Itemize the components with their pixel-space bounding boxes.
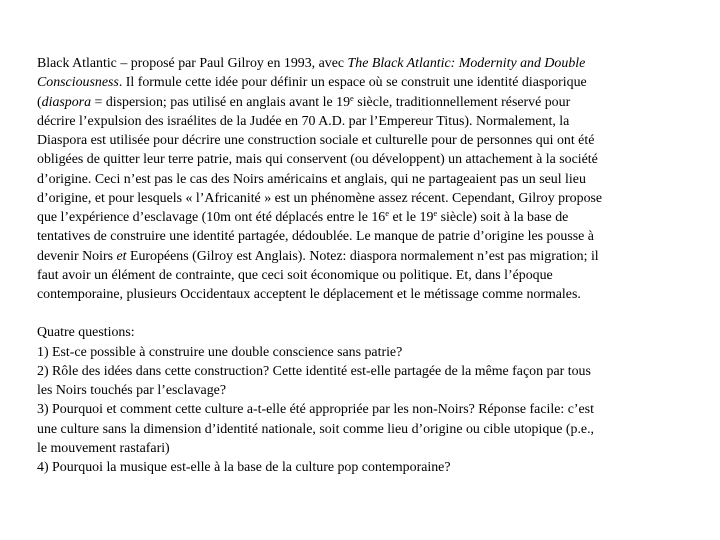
text-segment: devenir Noirs [37, 248, 117, 264]
text-segment: les Noirs touchés par l’esclavage? [37, 383, 226, 398]
text-line [37, 208, 689, 227]
text-segment: contemporaine, plusieurs Occidentaux acceptent le déplacement et le métissage comme normales. [37, 287, 581, 302]
text-segment: le mouvement rastafari) [37, 440, 170, 456]
text-line [37, 362, 689, 381]
text-segment: ( [37, 94, 42, 110]
text-segment: obligées de quitter leur terre patrie, mais qui conservent (ou développent) un attachement à la société [37, 152, 598, 168]
text-line [37, 150, 689, 169]
text-segment: d’origine, et pour lesquels « l’Africanité » est un phénomène assez récent. Cependant, Gilroy propose [37, 190, 603, 206]
text-segment: décrire l’expulsion des israélites de la Judée en 70 A.D. par l’Empereur Titus). Normalement, la [37, 113, 570, 129]
text-line [37, 400, 689, 419]
text-segment: 1) Est-ce possible à construire une double conscience sans patrie? [37, 344, 403, 360]
text-segment: et le 19 [389, 210, 434, 225]
text-line [37, 170, 689, 189]
paragraph-gap [37, 304, 689, 323]
text-line [37, 381, 689, 400]
text-segment: . Il formule cette idée pour définir un espace où se construit une identité diasporique [118, 75, 587, 91]
italic-text: Consciousness [37, 75, 119, 91]
text-segment: Diaspora est utilisée pour décrire une construction sociale et culturelle pour de personnes qui ont été [37, 133, 595, 148]
intro-paragraph [37, 54, 689, 304]
italic-text: diaspora [41, 94, 92, 110]
text-line [37, 285, 689, 304]
superscript: e [350, 92, 354, 103]
text-line [37, 420, 689, 439]
questions-paragraph [37, 323, 689, 477]
superscript: e [385, 208, 390, 218]
text-line [37, 458, 689, 477]
text-segment: Européens (Gilroy est Anglais). Notez: diaspora normalement n’est pas migration; il [126, 248, 599, 264]
text-segment: une culture sans la dimension d’identité nationale, soit comme lieu d’origine ou cible utopique (p.e., [37, 421, 595, 437]
text-line [37, 73, 689, 92]
text-line [37, 247, 689, 266]
text-segment: = dispersion; pas utilisé en anglais avant le 19 [91, 94, 351, 110]
text-line [37, 227, 689, 246]
text-segment: 4) Pourquoi la musique est-elle à la base de la culture pop contemporaine? [37, 460, 451, 475]
text-segment: 3) Pourquoi et comment cette culture a-t-elle été appropriée par les non-Noirs? Réponse facile: c’est [37, 402, 594, 418]
text-segment: faut avoir un élément de contrainte, que ceci soit économique ou politique. Et, dans l’époque [37, 267, 553, 283]
text-line [37, 54, 689, 73]
text-segment: 2) Rôle des idées dans cette construction? Cette identité est-elle partagée de la même façon par tous [37, 363, 591, 379]
text-segment: siècle) soit à la base de [437, 210, 569, 225]
text-line [37, 343, 689, 362]
text-segment: siècle, traditionnellement réservé pour [353, 94, 571, 110]
text-line [37, 266, 689, 285]
superscript: e [433, 208, 438, 218]
text-line [37, 112, 689, 131]
text-segment: Black Atlantic – proposé par Paul Gilroy en 1993, avec [37, 56, 348, 71]
text-segment: Quatre questions: [37, 325, 135, 341]
italic-text: et [116, 248, 127, 264]
text-line [37, 189, 689, 208]
text-line [37, 323, 689, 342]
text-segment: tentatives de construire une identité partagée, dédoublée. Le manque de patrie d’origine les pousse à [37, 229, 594, 245]
text-line [37, 131, 689, 150]
text-segment: d’origine. Ceci n’est pas le cas des Noirs américains et anglais, qui ne partageaient pas un seul lieu [37, 171, 586, 187]
italic-text: The Black Atlantic: Modernity and Double [347, 56, 586, 71]
document-page [37, 54, 689, 477]
text-line [37, 439, 689, 458]
text-segment: que l’expérience d’esclavage (10m ont été déplacés entre le 16 [37, 210, 386, 225]
text-line [37, 93, 689, 112]
